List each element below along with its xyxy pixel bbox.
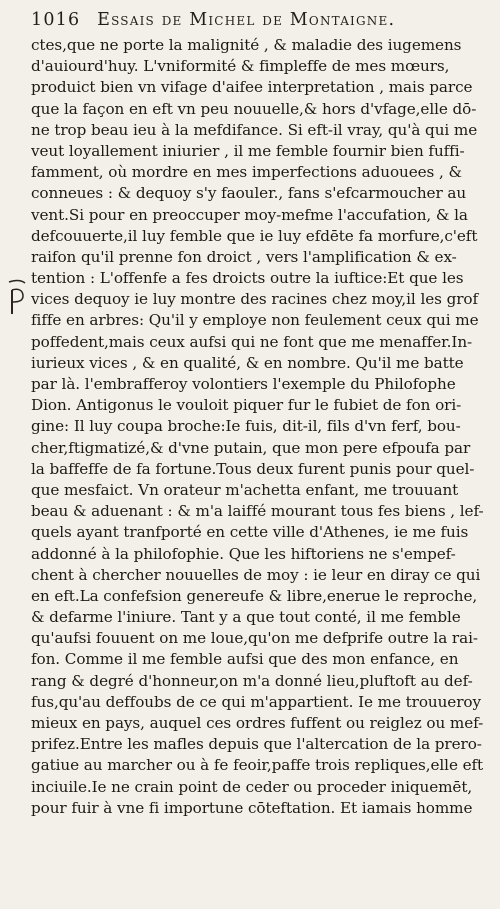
text-line: tention : L'offenfe a fes droicts outre la iuftice:Et que les [31,269,464,288]
text-line: que mesfaict. Vn orateur m'achetta enfant, me trouuant [31,480,459,499]
running-title: Essais de Michel de Montaigne. [97,10,396,30]
margin-mark [7,278,27,318]
text-line: ctes,que ne porte la malignité , & maladie des iugemens [31,36,462,54]
text-line: chent à chercher nouuelles de moy : ie leur en diray ce qui [31,565,481,584]
text-line: & defarme l'iniure. Tant y a que tout conté, il me femble [31,608,461,627]
text-line: quels ayant tranfporté en cette ville d'Athenes, ie me fuis [31,523,469,542]
text-line: d'auiourd'huy. L'vniformité & fimpleffe de mes mœurs, [31,57,450,76]
text-line: ne trop beau ieu à la mefdifance. Si eft-il vray, qu'à qui me [31,120,478,139]
text-line: la baffeffe de fa fortune.Tous deux furent punis pour quel- [31,459,475,478]
text-line: beau & aduenant : & m'a laiffé mourant tous fes biens , lef- [31,502,484,521]
body-text [31,35,493,819]
text-line: addonné à la philofophie. Que les hiftoriens ne s'empef- [31,544,456,563]
text-line: vent.Si pour en preoccuper moy-mefme l'accufation, & la [31,205,468,224]
running-header [31,10,491,34]
text-line: que la façon en eft vn peu nouuelle,& hors d'vfage,elle dō- [31,99,477,118]
text-line: raifon qu'il prenne fon droict , vers l'amplification & ex- [31,247,457,266]
text-line: poffedent,mais ceux aufsi qui ne font que me menaffer.In- [31,332,473,351]
text-line: gine: Il luy coupa broche:Ie fuis, dit-il, fils d'vn ferf, bou- [31,417,461,436]
text-line: fiffe en arbres: Qu'il y employe non feulement ceux qui me [31,311,479,330]
text-line: veut loyallement iniurier , il me femble fournir bien fuffi- [31,141,465,160]
text-line: inciuile.Ie ne crain point de ceder ou proceder iniquemēt, [31,777,473,796]
text-line: iurieux vices , & en qualité, & en nombre. Qu'il me batte [31,353,464,372]
text-line: en eft.La confefsion genereufe & libre,enerue le reproche, [31,586,478,605]
text-line: gatiue au marcher ou à fe feoir,paffe trois repliques,elle eft [31,756,484,775]
text-line: famment, où mordre en mes imperfections aduouees , & [31,163,462,182]
text-line: Dion. Antigonus le vouloit piquer fur le fubiet de fon ori- [31,396,462,415]
text-line: vices dequoy ie luy montre des racines chez moy,il les grof [31,290,479,309]
text-line: conneues : & dequoy s'y faouler., fans s'efcarmoucher au [31,184,467,203]
text-line: cher,ftigmatizé,& d'vne putain, que mon pere efpoufa par [31,438,471,457]
text-line: rang & degré d'honneur,on m'a donné lieu,pluftoft au def- [31,671,473,690]
text-line: mieux en pays, auquel ces ordres fuffent ou reiglez ou mef- [31,714,484,732]
text-line: defcouuerte,il luy femble que ie luy efdēte fa morfure,c'eft [31,226,478,245]
text-line: fon. Comme il me femble aufsi que des mon enfance, en [31,650,459,669]
text-line: qu'aufsi fouuent on me loue,qu'on me defprife outre la rai- [31,629,478,648]
text-line: prifez.Entre les mafles depuis que l'altercation de la prero- [31,735,482,754]
text-line: produict bien vn vifage d'aifee interpretation , mais parce [31,78,473,97]
text-line: par là. l'embrafferoy volontiers l'exemple du Philofophe [31,375,456,393]
text-line: fus,qu'au deffoubs de ce qui m'appartient. Ie me trouueroy [31,692,481,711]
page-number: 1016 [31,10,81,30]
text-line: pour fuir à vne fi importune cōteftation. Et iamais homme [31,798,473,817]
